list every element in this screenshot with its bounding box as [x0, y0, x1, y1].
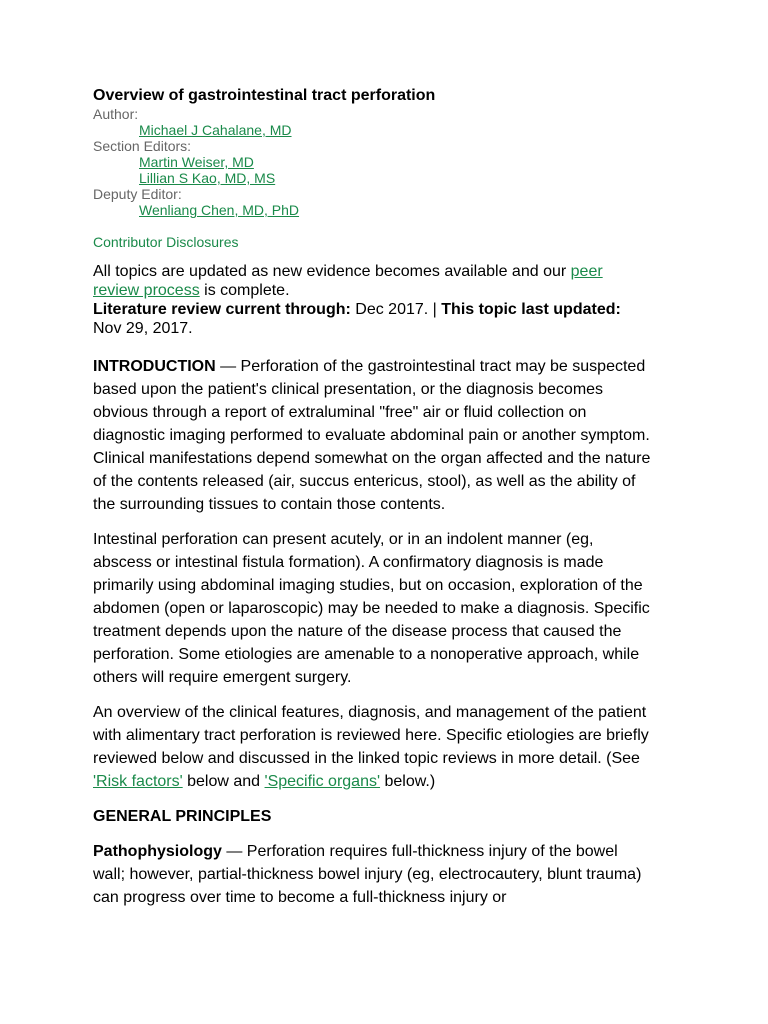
section-editor-link[interactable]: Lillian S Kao, MD, MS: [139, 170, 276, 186]
page-title: Overview of gastrointestinal tract perforation: [93, 87, 436, 104]
deputy-editor-section: [93, 186, 653, 218]
update-intro-text: All topics are updated as new evidence becomes available and our: [93, 263, 571, 280]
deputy-editor-label: Deputy Editor:: [93, 186, 182, 202]
author-label: Author:: [93, 106, 139, 122]
introduction-text: — Perforation of the gastrointestinal tract may be suspected based upon the patient's clinical presentation, or the diagnosis becomes obvious through a report of extraluminal "free" air or fluid collection on diagnostic imaging performed to evaluate abdominal pain or another symptom. Clinical manifestations depend somewhat on the organ affected and the nature of the contents released (air, succus entericus, stool), as well as the ability of the surrounding tissues to contain those contents.: [93, 358, 651, 513]
deputy-editor-link[interactable]: Wenliang Chen, MD, PhD: [139, 202, 300, 218]
paragraph-3-text-before: An overview of the clinical features, diagnosis, and management of the patient with alimentary tract perforation is reviewed here. Specific etiologies are briefly reviewed below and discussed in the linked topic reviews in more detail. (See: [93, 704, 649, 767]
author-link[interactable]: Michael J Cahalane, MD: [139, 122, 292, 138]
paragraph-3: [93, 701, 653, 793]
lit-review-label: Literature review current through:: [93, 301, 351, 318]
introduction-heading: INTRODUCTION: [93, 358, 216, 375]
paragraph-3-text-after: below.): [380, 773, 436, 790]
risk-factors-link[interactable]: 'Risk factors': [93, 773, 183, 790]
paragraph-2: Intestinal perforation can present acutely, or in an indolent manner (eg, abscess or intestinal fistula formation). A confirmatory diagnosis is made primarily using abdominal imaging studies, but on occasion, exploration of the abdomen (open or laparoscopic) may be needed to make a diagnosis. Specific treatment depends upon the nature of the disease process that caused the perforation. Some etiologies are amenable to a nonoperative approach, while others will require emergent surgery.: [93, 531, 650, 686]
paragraph-3-text-middle: below and: [182, 773, 265, 790]
peer-review-link[interactable]: peer review process: [93, 263, 603, 299]
update-complete-text: is complete.: [199, 282, 290, 299]
article: [93, 86, 653, 909]
introduction-paragraph: [93, 355, 653, 516]
specific-organs-link[interactable]: 'Specific organs': [264, 773, 381, 790]
last-updated-value: Nov 29, 2017.: [93, 320, 193, 337]
author-section: [93, 106, 653, 138]
lit-review-value: Dec 2017. |: [350, 301, 442, 318]
pathophysiology-text: — Perforation requires full-thickness injury of the bowel wall; however, partial-thickness bowel injury (eg, electrocautery, blunt trauma) can progress over time to become a full-thickness injury or: [93, 843, 642, 906]
section-editor-link[interactable]: Martin Weiser, MD: [139, 154, 254, 170]
section-editors-label: Section Editors:: [93, 138, 192, 154]
contributor-disclosures-link[interactable]: Contributor Disclosures: [93, 234, 239, 250]
update-notice: [93, 262, 653, 338]
section-editors-section: [93, 138, 653, 186]
article-body: [93, 355, 653, 909]
general-principles-heading: GENERAL PRINCIPLES: [93, 808, 272, 825]
pathophysiology-heading: Pathophysiology: [93, 843, 222, 860]
pathophysiology-paragraph: [93, 840, 653, 909]
last-updated-label: This topic last updated:: [441, 301, 621, 318]
